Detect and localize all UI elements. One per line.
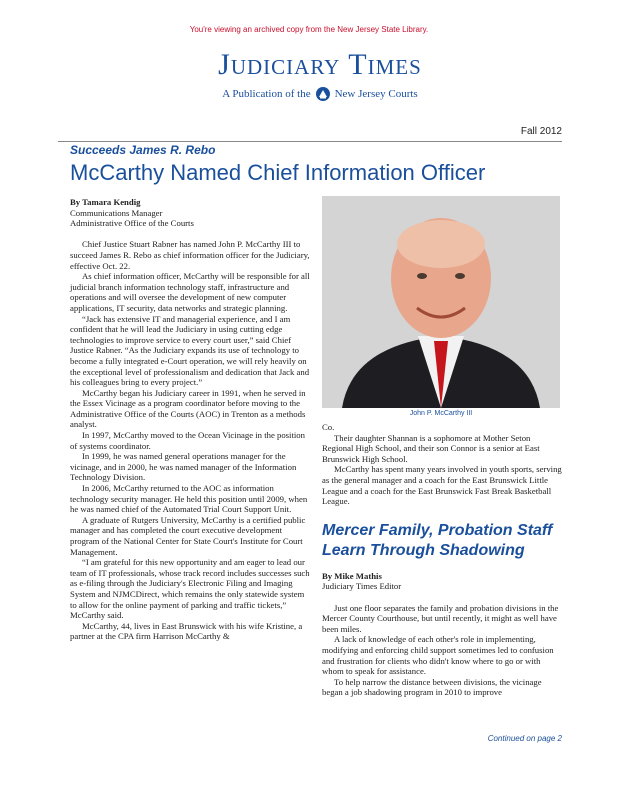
article-paragraph: In 2006, McCarthy returned to the AOC as information technology security manager. He held this position until 2009, when he was named chief of the Automated Trial Court Support Unit.	[70, 483, 308, 515]
edition-label: Fall 2012	[520, 126, 562, 137]
article-headline: McCarthy Named Chief Information Officer	[70, 160, 486, 185]
article-paragraph: As chief information officer, McCarthy will be responsible for all judicial branch information technology staff, infrastructure and operations and will oversee the development of new computer applications, IT security, data networks and strategic planning.	[70, 271, 310, 313]
masthead-title: Judiciary Times	[218, 48, 422, 81]
article-paragraph: To help narrow the distance between divisions, the vicinage began a job shadowing program in 2010 to improve	[322, 676, 542, 698]
second-article-author-title: Judiciary Times Editor	[322, 581, 402, 592]
photo-caption: John P. McCarthy III	[409, 410, 473, 417]
article-byline: By Tamara Kendig	[70, 197, 141, 207]
article-right-column	[322, 422, 562, 698]
header-divider	[58, 141, 562, 142]
article-paragraph: Co.	[322, 422, 335, 432]
author-office: Administrative Office of the Courts	[70, 218, 194, 229]
article-paragraph: A graduate of Rutgers University, McCarthy is a certified public manager and has completed the court executive development program of the National Center for State Court's Institute for Court Management.	[70, 514, 306, 557]
second-article-byline: By Mike Mathis	[322, 570, 382, 581]
article-paragraph: McCarthy began his Judiciary career in 1991, when he served in the Essex Vicinage as a program coordinator before moving to the Administrative Office of the Courts (AOC) in Trenton as a methods analyst.	[70, 387, 306, 430]
article-paragraph: A lack of knowledge of each other's role in implementing, modifying and enforcing child support sometimes led to confusion and frustration for clients who didn't know where to go or with whom to speak for assistance.	[322, 634, 554, 677]
author-title: Communications Manager	[70, 207, 163, 218]
archive-notice: You're viewing an archived copy from the New Jersey State Library.	[189, 25, 429, 34]
masthead-sub-left: A Publication of the	[222, 88, 311, 100]
continued-link[interactable]: Continued on page 2	[487, 734, 562, 743]
masthead-subtitle	[140, 86, 500, 102]
masthead-sub-right: New Jersey Courts	[334, 88, 418, 100]
second-article-headline: Mercer Family, Probation Staff Learn Through Shadowing	[322, 521, 553, 559]
article-paragraph: In 1997, McCarthy moved to the Ocean Vicinage in the position of systems coordinator.	[70, 430, 305, 451]
article-paragraph: McCarthy, 44, lives in East Brunswick with his wife Kristine, a partner at the CPA firm Harrison McCarthy &	[70, 620, 303, 642]
portrait-photo	[322, 196, 560, 408]
masthead	[140, 50, 500, 102]
article-paragraph: McCarthy has spent many years involved in youth sports, serving as the general manager and a coach for the East Brunswick Little League and a coach for the East Brunswick Fast Break Basketball League.	[322, 464, 562, 507]
article-kicker: Succeeds James R. Rebo	[70, 143, 216, 157]
article-paragraph: “Jack has extensive IT and managerial experience, and I am confident that he will lead the Judiciary in using cutting edge technologies to improve service to every court user,” said Chief Justice Rabner. “As the Judiciary expands its use of technology to become a fully integrated e-Court operation, we will rely heavily on the exceptional level of professionalism and dedication that Jack and his colleagues bring to every project.”	[70, 313, 310, 388]
article-paragraph: In 1999, he was named general operations manager for the vicinage, and in 2000, he was named manager of the Information Technology Division.	[70, 451, 297, 483]
article-paragraph: “I am grateful for this new opportunity and am eager to lead our team of IT professionals, whose track record includes successes such as e-filing through the Judiciary's Electronic Filing and Imaging System and NJMCDirect, which remains the only statewide system to allow for the online payment of parking and traffic tickets,” McCarthy said.	[70, 557, 310, 621]
article-paragraph: Chief Justice Stuart Rabner has named John P. McCarthy III to succeed James R. Rebo as chief information officer for the Judiciary, effective Oct. 22.	[70, 239, 310, 271]
article-paragraph: Just one floor separates the family and probation divisions in the Mercer County Courthouse, but until recently, it might as well have been miles.	[322, 602, 559, 634]
portrait-illustration	[322, 196, 560, 408]
courts-seal-icon	[315, 86, 331, 102]
article-paragraph: Their daughter Shannan is a sophomore at Mother Seton Regional High School, and their son Connor is a senior at East Brunswick High School.	[322, 432, 540, 464]
article-left-column	[70, 197, 310, 642]
